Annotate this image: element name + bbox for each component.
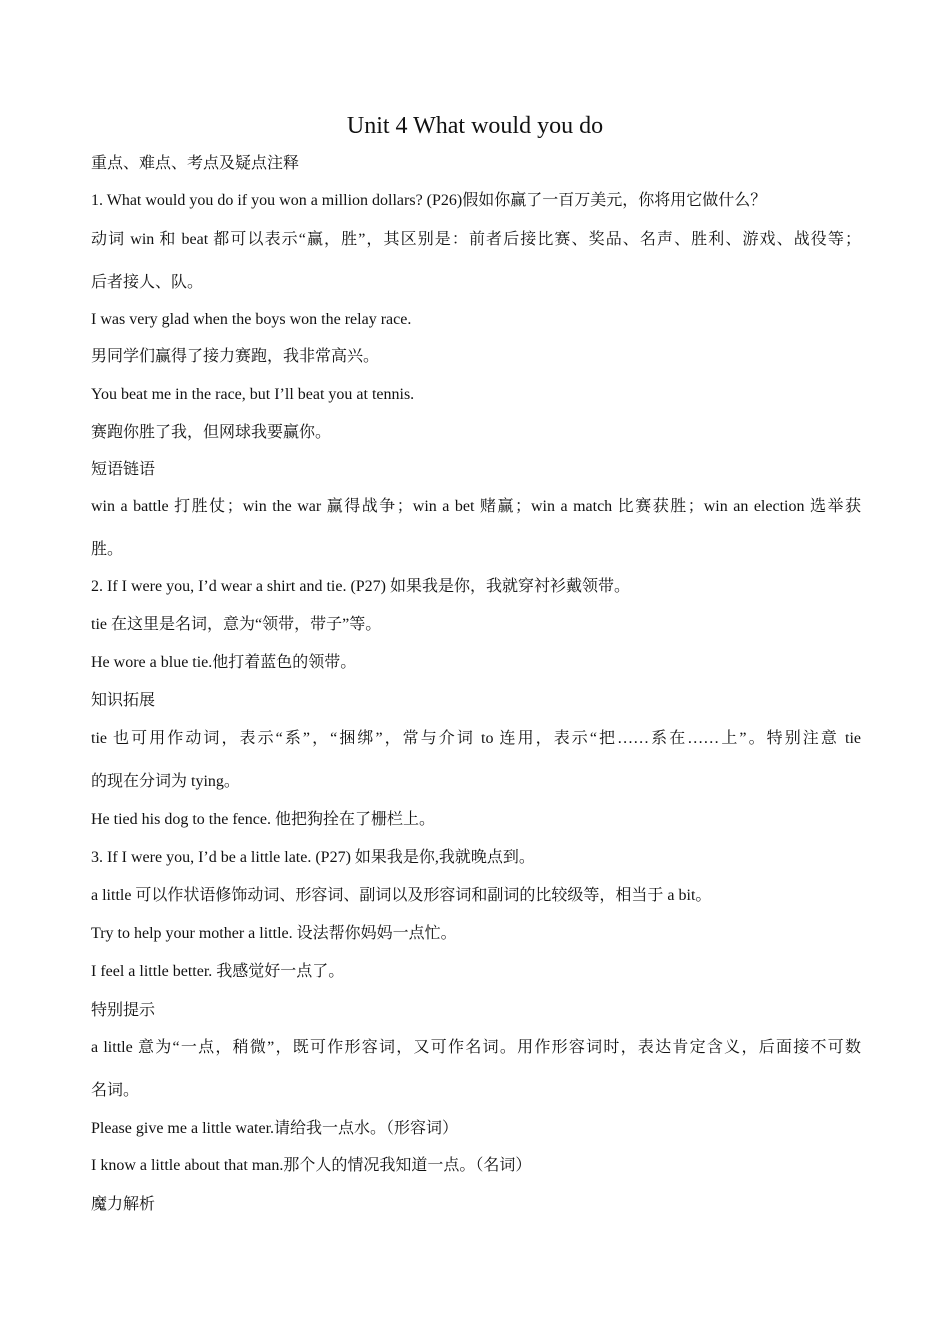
example-translation: 男同学们赢得了接力赛跑，我非常高兴。 [91, 348, 380, 365]
numbered-item: 2. If I were you, I’d wear a shirt and tie. (P27) 如果我是你，我就穿衬衫戴领带。 [91, 578, 631, 595]
example-sentence: I feel a little better. 我感觉好一点了。 [91, 963, 345, 980]
example-sentence: Please give me a little water.请给我一点水。（形容词） [91, 1120, 459, 1137]
paragraph-line: tie 在这里是名词，意为“领带，带子”等。 [91, 616, 382, 633]
paragraph-line: win a battle 打胜仗；win the war 赢得战争；win a bet 赌赢；win a match 比赛获胜；win an election 选举获 [91, 498, 861, 515]
numbered-item: 3. If I were you, I’d be a little late. (P27) 如果我是你,我就晚点到。 [91, 849, 535, 866]
example-sentence: I was very glad when the boys won the relay race. [91, 311, 412, 328]
section-heading: 知识拓展 [91, 692, 156, 709]
example-sentence: I know a little about that man.那个人的情况我知道一点。（名词） [91, 1157, 532, 1174]
example-translation: 赛跑你胜了我，但网球我要赢你。 [91, 424, 332, 441]
document-title: Unit 4 What would you do [346, 113, 604, 139]
section-heading: 特别提示 [91, 1002, 156, 1019]
example-sentence: He wore a blue tie.他打着蓝色的领带。 [91, 654, 357, 671]
section-heading: 重点、难点、考点及疑点注释 [91, 155, 300, 172]
paragraph-line: 胜。 [91, 541, 124, 558]
paragraph-line: a little 可以作状语修饰动词、形容词、副词以及形容词和副词的比较级等，相当于 a bit。 [91, 887, 712, 904]
paragraph-line: 后者接人、队。 [91, 274, 204, 291]
paragraph-line: 动词 win 和 beat 都可以表示“赢，胜”，其区别是：前者后接比赛、奖品、名声、胜利、游戏、战役等； [91, 231, 861, 248]
paragraph-line: tie 也可用作动词，表示“系”，“捆绑”，常与介词 to 连用，表示“把……系在……上”。特别注意 tie [91, 730, 861, 747]
example-sentence: You beat me in the race, but I’ll beat you at tennis. [91, 386, 415, 403]
example-sentence: He tied his dog to the fence. 他把狗拴在了栅栏上。 [91, 811, 435, 828]
paragraph-line: 的现在分词为 tying。 [91, 773, 240, 790]
example-sentence: Try to help your mother a little. 设法帮你妈妈一点忙。 [91, 925, 457, 942]
paragraph-line: 名词。 [91, 1082, 140, 1099]
paragraph-line: a little 意为“一点，稍微”，既可作形容词，又可作名词。用作形容词时，表达肯定含义，后面接不可数 [91, 1039, 861, 1056]
numbered-item: 1. What would you do if you won a million dollars? (P26)假如你赢了一百万美元，你将用它做什么？ [91, 192, 767, 209]
section-heading: 魔力解析 [91, 1196, 156, 1213]
section-heading: 短语链语 [91, 461, 156, 478]
